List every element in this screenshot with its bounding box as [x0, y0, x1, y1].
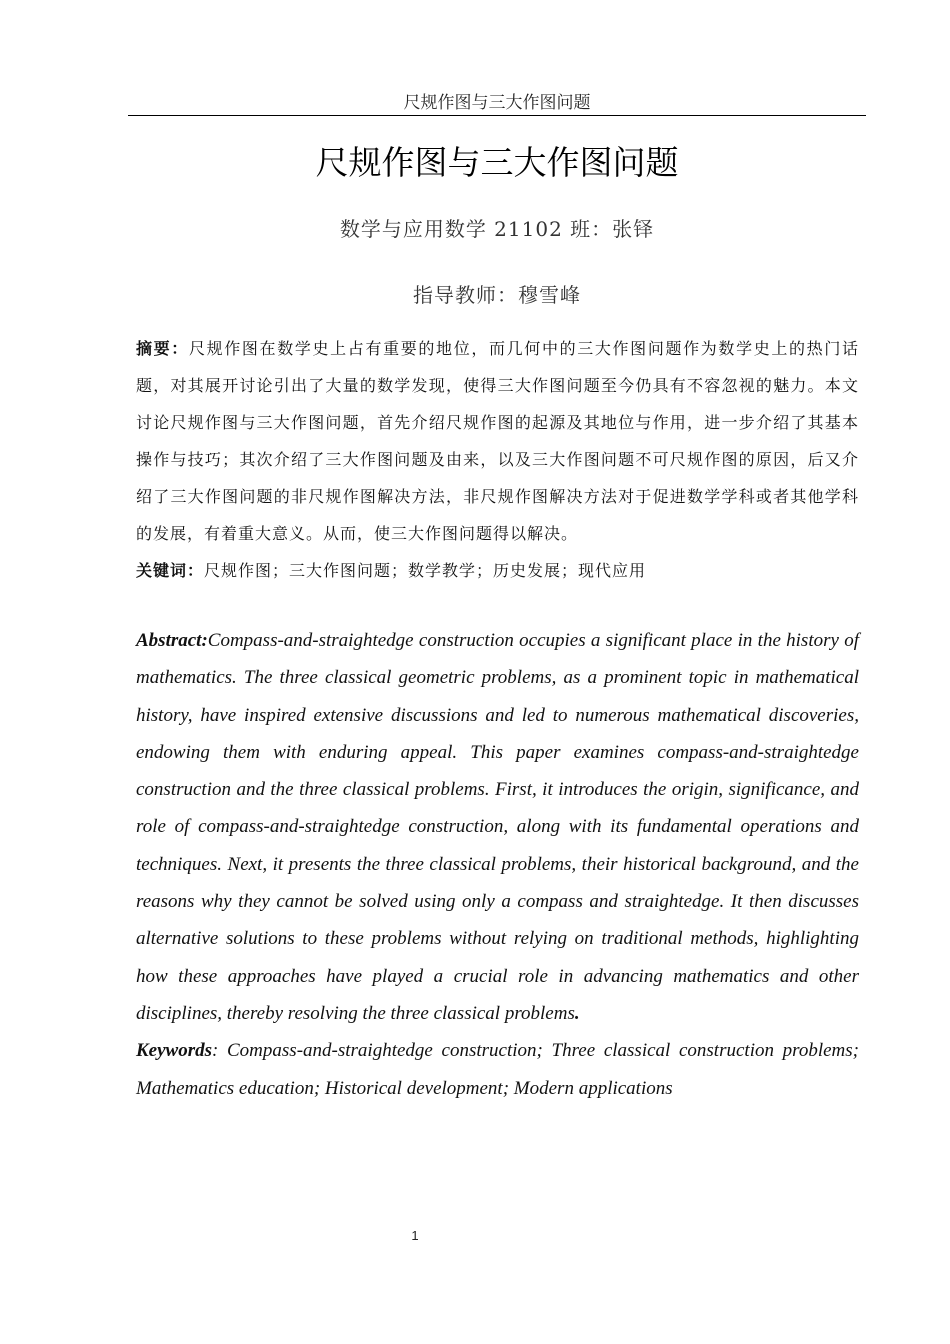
chinese-keywords-text: 尺规作图；三大作图问题；数学教学；历史发展；现代应用: [204, 561, 647, 580]
chinese-abstract: [136, 330, 859, 552]
english-abstract-end-mark: .: [574, 1002, 580, 1024]
chinese-keywords: [136, 552, 859, 589]
advisor-line: 指导教师：穆雪峰: [413, 283, 581, 307]
paper-title: 尺规作图与三大作图问题: [315, 143, 679, 182]
english-keywords-label: Keywords: [136, 1040, 212, 1062]
author-line: 数学与应用数学 21102 班：张铎: [339, 217, 655, 241]
english-abstract-text: Compass-and-straightedge construction occupies a significant place in the history of mathematics. The three classical geometric problems, as a prominent topic in mathematical history, have inspired extensive discussions and led to numerous mathematical discoveries, endowing them with enduring appeal. This paper examines compass-and-straightedge construction and the three classical problems. First, it introduces the origin, significance, and role of compass-and-straightedge construction, along with its fundamental operations and techniques. Next, it presents the three classical problems, their historical background, and the reasons why they cannot be solved using only a compass and straightedge. It then discusses alternative solutions to these problems without relying on traditional methods, highlighting how these approaches have played a crucial role in advancing mathematics and other disciplines, thereby resolving the three classical problems: [136, 630, 859, 1024]
english-abstract: [136, 622, 859, 1032]
running-header: 尺规作图与三大作图问题: [403, 93, 591, 113]
chinese-abstract-label: 摘要：: [136, 339, 189, 358]
header-rule: [128, 115, 866, 116]
english-keywords-text: : Compass-and-straightedge construction; Three classical construction problems; Mathematics education; Historical development; Modern applications: [136, 1040, 859, 1099]
english-keywords: [136, 1032, 859, 1107]
page-number: 1: [411, 1228, 419, 1243]
english-abstract-label: Abstract:: [136, 630, 208, 651]
chinese-abstract-section: [136, 330, 859, 589]
chinese-abstract-text: 尺规作图在数学史上占有重要的地位，而几何中的三大作图问题作为数学史上的热门话题，对其展开讨论引出了大量的数学发现，使得三大作图问题至今仍具有不容忽视的魅力。本文讨论尺规作图与三大作图问题，首先介绍尺规作图的起源及其地位与作用，进一步介绍了其基本操作与技巧；其次介绍了三大作图问题及由来，以及三大作图问题不可尺规作图的原因，后又介绍了三大作图问题的非尺规作图解决方法，非尺规作图解决方法对于促进数学学科或者其他学科的发展，有着重大意义。从而，使三大作图问题得以解决。: [136, 339, 859, 543]
chinese-keywords-label: 关键词：: [136, 561, 205, 580]
english-abstract-section: [136, 622, 859, 1107]
